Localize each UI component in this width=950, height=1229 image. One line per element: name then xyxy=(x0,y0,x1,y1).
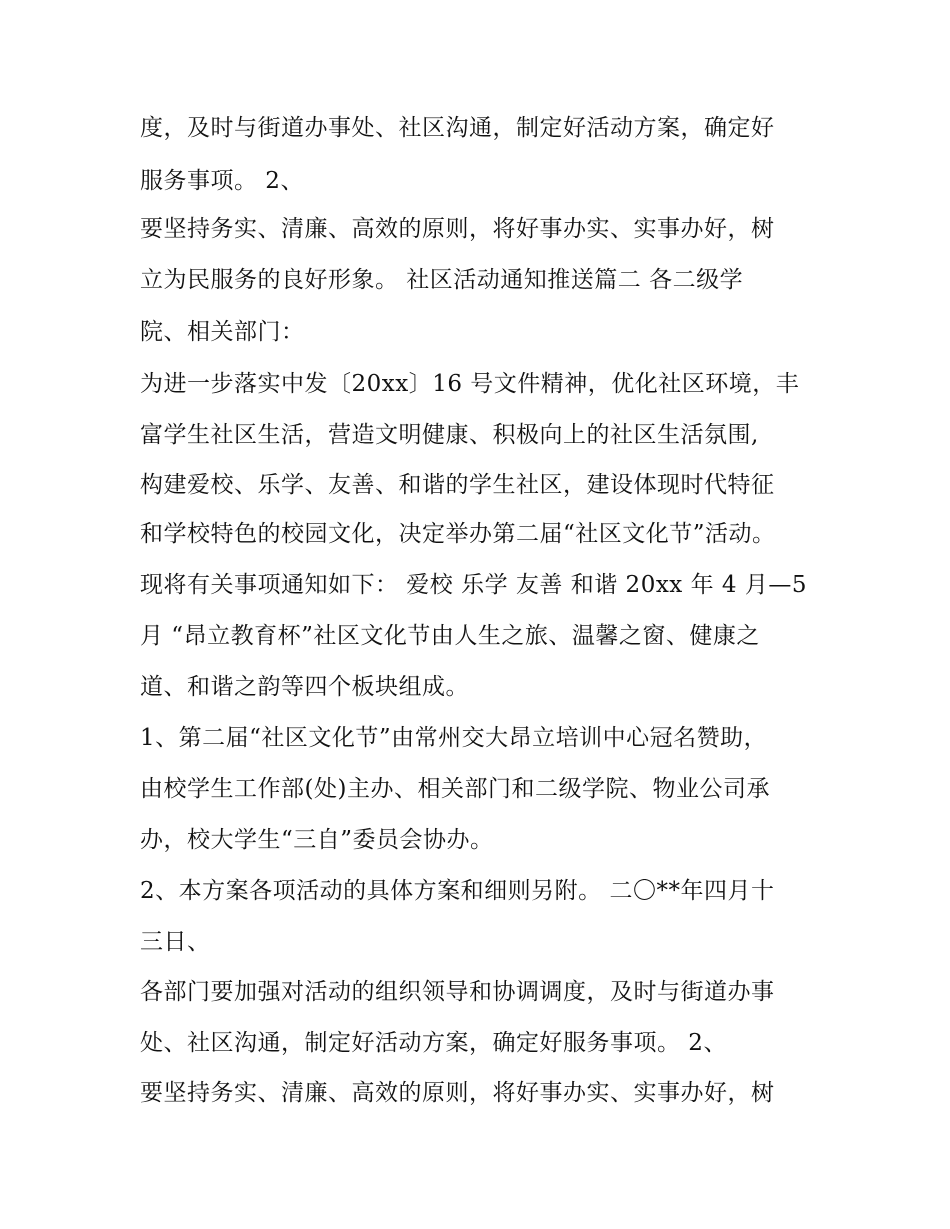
text-line: 要坚持务实、清廉、高效的原则，将好事办实、实事办好，树 xyxy=(140,1080,775,1106)
text-line: 道、和谐之韵等四个板块组成。 xyxy=(140,674,469,700)
text-line: 现将有关事项通知如下： 爱校 乐学 友善 和谐 20xx 年 4 月—5 xyxy=(140,572,807,598)
text-line: 度，及时与街道办事处、社区沟通，制定好活动方案，确定好 xyxy=(140,115,775,141)
text-line: 立为民服务的良好形象。 社区活动通知推送篇二 各二级学 xyxy=(140,267,744,293)
text-line: 各部门要加强对活动的组织领导和协调调度，及时与街道办事 xyxy=(140,979,775,1005)
text-line: 为进一步落实中发〔20xx〕16 号文件精神，优化社区环境，丰 xyxy=(140,371,800,397)
text-line: 月 “昂立教育杯”社区文化节由人生之旅、温馨之窗、健康之 xyxy=(140,623,760,649)
text-line: 由校学生工作部(处)主办、相关部门和二级学院、物业公司承 xyxy=(140,776,770,802)
text-line: 2、本方案各项活动的具体方案和细则另附。 二〇**年四月十 xyxy=(140,878,775,904)
text-line: 要坚持务实、清廉、高效的原则，将好事办实、实事办好，树 xyxy=(140,216,775,242)
text-line: 服务事项。 2、 xyxy=(140,168,304,194)
text-line: 构建爱校、乐学、友善、和谐的学生社区，建设体现时代特征 xyxy=(140,472,775,498)
text-line: 1、第二届“社区文化节”由常州交大昂立培训中心冠名赞助， xyxy=(140,725,768,751)
text-line: 办，校大学生“三自”委员会协办。 xyxy=(140,827,494,853)
text-line: 院、相关部门： xyxy=(140,319,305,345)
text-line: 处、社区沟通，制定好活动方案，确定好服务事项。 2、 xyxy=(140,1030,727,1056)
text-line: 和学校特色的校园文化，决定举办第二届“社区文化节”活动。 xyxy=(140,521,776,547)
text-line: 富学生社区生活，营造文明健康、积极向上的社区生活氛围, xyxy=(140,422,759,448)
text-line: 三日、 xyxy=(140,929,211,955)
